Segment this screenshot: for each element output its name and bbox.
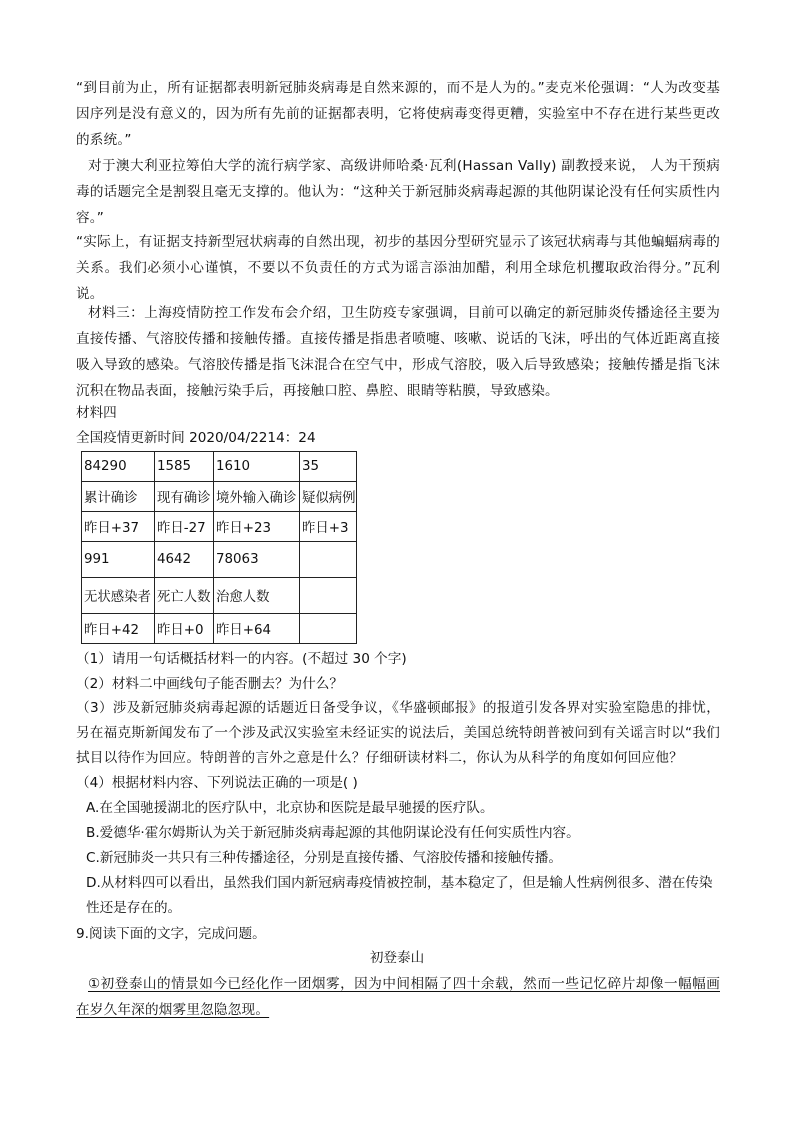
question-1: （1）请用一句话概括材料一的内容。(不超过 30 个字)	[76, 651, 407, 667]
table-cell: 1585	[155, 452, 214, 482]
table-cell	[300, 614, 357, 644]
quote-paragraph-2: 对于澳大利亚拉筹伯大学的流行病学家、高级讲师哈桑·瓦利(Hassan Vally) 副教授来说， 人为干预病毒的话题完全是割裂且毫无支撑的。他认为：“这种关于新冠肺炎病毒起源的其他阴谋论没有任何实质性内容。”	[76, 158, 720, 226]
table-cell: 4642	[155, 542, 214, 578]
table-cell: 昨日+3	[300, 512, 357, 542]
table-cell: 昨日+23	[214, 512, 300, 542]
table-row	[82, 542, 357, 578]
update-time: 全国疫情更新时间 2020/04/2214：24	[76, 430, 316, 446]
question-4: （4）根据材料内容、下列说法正确的一项是( )	[76, 775, 358, 791]
option-d: D.从材料四可以看出，虽然我们国内新冠病毒疫情被控制，基本稳定了，但是输人性病例很多、潜在传染性还是存在的。	[86, 875, 713, 916]
table-cell: 991	[82, 542, 155, 578]
table-cell: 昨日+37	[82, 512, 155, 542]
table-cell: 昨日+42	[82, 614, 155, 644]
table-cell: 78063	[214, 542, 300, 578]
table-cell: 累计确诊	[82, 482, 155, 512]
table-cell: 昨日+64	[214, 614, 300, 644]
option-c: C.新冠肺炎一共只有三种传播途径，分别是直接传播、气溶胶传播和接触传播。	[86, 850, 562, 866]
table-cell: 35	[300, 452, 357, 482]
table-cell: 昨日-27	[155, 512, 214, 542]
epidemic-stats-table	[81, 451, 357, 644]
article-title: 初登泰山	[369, 950, 425, 966]
option-a: A.在全国驰援湖北的医疗队中，北京协和医院是最早驰援的医疗队。	[86, 800, 494, 816]
table-row	[82, 482, 357, 512]
quote-paragraph-3: “实际上，有证据支持新型冠状病毒的自然出现，初步的基因分型研究显示了该冠状病毒与其他蝙蝠病毒的关系。我们必须小心谨慎，不要以不负责任的方式为谣言添油加醋，利用全球危机攫取政治得分。”瓦利说。	[76, 234, 720, 302]
table-cell: 无状感染者	[82, 578, 155, 614]
question-3: （3）涉及新冠肺炎病毒起源的话题近日备受争议，《华盛顿邮报》的报道引发各界对实验室隐患的排忧，另在福克斯新闻发布了一个涉及武汉实验室未经证实的说法后，美国总统特朗普被问到有关谣言时以“我们拭目以待作为回应。特朗普的言外之意是什么？仔细研读材料二，你认为从科学的角度如何回应他？	[76, 700, 720, 766]
quote-paragraph-1: “到目前为止，所有证据都表明新冠肺炎病毒是自然来源的，而不是人为的。”麦克米伦强调：“人为改变基因序列是没有意义的，因为所有先前的证据都表明，它将使病毒变得更糟，实验室中不存在进行某些更改的系统。”	[76, 80, 720, 148]
question-2: （2）材料二中画线句子能否删去？为什么？	[76, 676, 343, 692]
table-row	[82, 512, 357, 542]
section-9-heading: 9.阅读下面的文字，完成问题。	[76, 926, 266, 942]
table-row	[82, 452, 357, 482]
table-cell: 84290	[82, 452, 155, 482]
table-cell	[300, 578, 357, 614]
table-cell: 境外输入确诊	[214, 482, 300, 512]
table-cell: 1610	[214, 452, 300, 482]
material-3-paragraph: 材料三：上海疫情防控工作发布会介绍，卫生防疫专家强调，目前可以确定的新冠肺炎传播途径主要为直接传播、气溶胶传播和接触传播。直接传播是指患者喷嚏、咳嗽、说话的飞沫，呼出的气体近距离直接吸入导致的感染。气溶胶传播是指飞沫混合在空气中，形成气溶胶，吸入后导致感染；接触传播是指飞沫沉积在物品表面，接触污染手后，再接触口腔、鼻腔、眼睛等粘膜，导致感染。	[76, 305, 720, 399]
article-paragraph-1: ①初登泰山的情景如今已经化作一团烟雾，因为中间相隔了四十余载，然而一些记忆碎片却像一幅幅画在岁久年深的烟雾里忽隐忽现。	[76, 976, 720, 1018]
table-row	[82, 578, 357, 614]
table-cell: 治愈人数	[214, 578, 300, 614]
table-row	[82, 614, 357, 644]
material-4-label: 材料四	[76, 405, 117, 421]
table-cell: 死亡人数	[155, 578, 214, 614]
option-b: B.爱德华·霍尔姆斯认为关于新冠肺炎病毒起源的其他阴谋论没有任何实质性内容。	[86, 825, 580, 841]
table-cell: 疑似病例	[300, 482, 357, 512]
table-cell: 昨日+0	[155, 614, 214, 644]
table-cell: 现有确诊	[155, 482, 214, 512]
table-cell	[300, 542, 357, 578]
